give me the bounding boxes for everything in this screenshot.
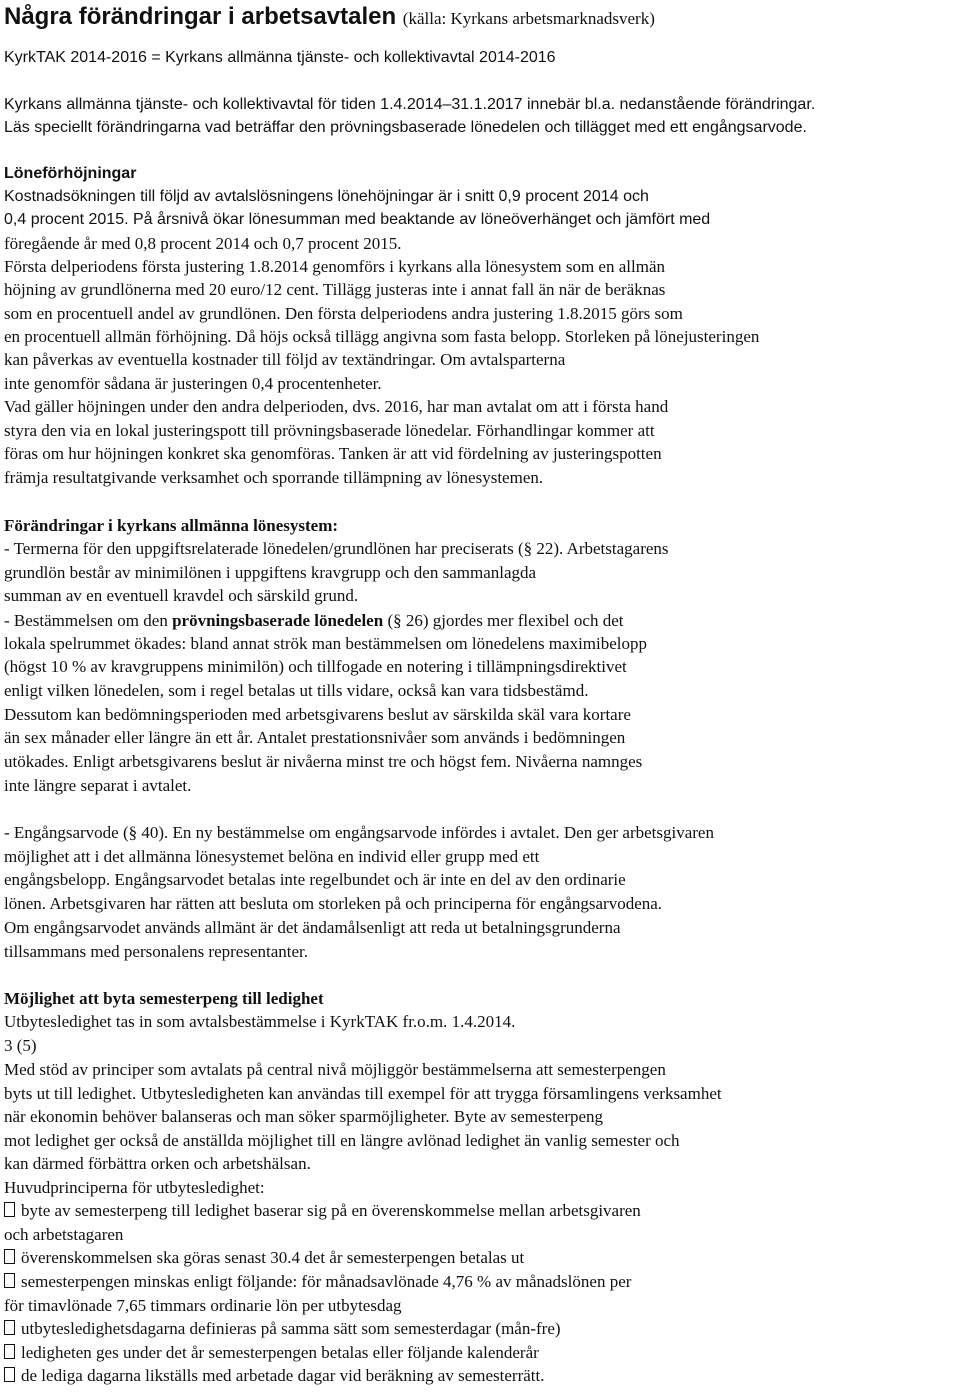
text-line xyxy=(4,1153,311,1175)
line-text: KyrkTAK 2014-2016 = Kyrkans allmänna tjänste- och kollektivavtal 2014-2016 xyxy=(4,49,556,66)
checkbox-bullet-icon xyxy=(4,1367,15,1382)
line-text: inte längre separat i avtalet. xyxy=(4,776,192,795)
line-text: utökades. Enligt arbetsgivarens beslut är nivåerna minst tre och högst fem. Nivåerna namnges xyxy=(4,752,643,771)
line-text: föras om hur höjningen konkret ska genomföras. Tanken är att vid fördelning av justeringspotten xyxy=(4,444,662,463)
line-text: ledigheten ges under det år semesterpengen betalas eller följande kalenderår xyxy=(21,1343,539,1362)
line-text: Utbytesledighet tas in som avtalsbestämmelse i KyrkTAK fr.o.m. 1.4.2014. xyxy=(4,1012,516,1031)
line-text: överenskommelsen ska göras senast 30.4 det år semesterpengen betalas ut xyxy=(21,1248,525,1267)
text-line xyxy=(4,1295,402,1317)
text-line xyxy=(4,1130,680,1152)
line-text: Huvudprinciperna för utbytesledighet: xyxy=(4,1178,265,1197)
line-text: tillsammans med personalens representanter. xyxy=(4,942,309,961)
line-text: Med stöd av principer som avtalats på central nivå möjliggör bestämmelserna att semesterpengen xyxy=(4,1060,666,1079)
line-text: som en procentuell andel av grundlönen. Den första delperiodens andra justering 1.8.2015 görs som xyxy=(4,304,683,323)
text-line xyxy=(4,941,308,963)
text-line xyxy=(4,585,358,607)
text-line xyxy=(4,1059,666,1081)
bullet-item xyxy=(4,1365,544,1387)
text-line xyxy=(4,704,631,726)
text-line xyxy=(4,869,626,891)
text-line xyxy=(4,1011,515,1033)
line-text: inte genomför sådana är justeringen 0,4 procentenheter. xyxy=(4,374,382,393)
checkbox-bullet-icon xyxy=(4,1273,15,1288)
line-text: Vad gäller höjningen under den andra delperioden, dvs. 2016, har man avtalat om att i första hand xyxy=(4,397,669,416)
text-line xyxy=(4,279,665,301)
line-text: lönen. Arbetsgivaren har rätten att besluta om storleken på och principerna för engångsarvodena. xyxy=(4,894,663,913)
text-line xyxy=(4,186,649,208)
line-text: för timavlönade 7,65 timmars ordinarie lön per utbytesdag xyxy=(4,1296,402,1315)
line-text: en procentuell allmän förhöjning. Då höjs också tillägg angivna som fasta belopp. Storleken på lönejusteringen xyxy=(4,327,760,346)
text-line xyxy=(4,917,621,939)
text-line xyxy=(4,633,647,655)
text-line xyxy=(4,680,588,702)
title-source: (källa: Kyrkans arbetsmarknadsverk) xyxy=(402,9,655,28)
line-text: främja resultatgivande verksamhet och sporrande tillämpning av lönesystemen. xyxy=(4,468,544,487)
line-text: när ekonomin behöver balanseras och man söker sparmöjligheter. Byte av semesterpeng xyxy=(4,1107,604,1126)
text-line xyxy=(4,467,543,489)
text-line xyxy=(4,1224,123,1246)
line-text: utbytesledighetsdagarna definieras på samma sätt som semesterdagar (mån-fre) xyxy=(21,1319,561,1338)
text-line xyxy=(4,443,662,465)
line-text: engångsbelopp. Engångsarvodet betalas inte regelbundet och är inte en del av den ordinarie xyxy=(4,870,626,889)
text-line xyxy=(4,326,759,348)
line-text: enligt vilken lönedelen, som i regel betalas ut tills vidare, också kan vara tidsbestämd. xyxy=(4,681,589,700)
line-text: möjlighet att i det allmänna lönesystemet belöna en individ eller grupp med ett xyxy=(4,847,540,866)
bullet-item xyxy=(4,1271,631,1293)
text-line xyxy=(4,209,710,231)
text-line xyxy=(4,349,565,371)
line-text: Kostnadsökningen till följd av avtalslösningens lönehöjningar är i snitt 0,9 procent 2014 och xyxy=(4,188,649,205)
bold-term: prövningsbaserade lönedelen xyxy=(172,611,384,630)
text-line xyxy=(4,893,662,915)
line-text: de lediga dagarna likställs med arbetade dagar vid beräkning av semesterrätt. xyxy=(21,1366,545,1385)
text-line xyxy=(4,846,539,868)
checkbox-bullet-icon xyxy=(4,1344,15,1359)
bullet-item xyxy=(4,1318,561,1340)
line-text: 3 (5) xyxy=(4,1036,37,1055)
text-line xyxy=(4,656,627,678)
line-text: byte av semesterpeng till ledighet baserar sig på en överenskommelse mellan arbetsgivaren xyxy=(21,1201,641,1220)
line-text: (högst 10 % av kravgruppens minimilön) och tillfogade en notering i tillämpningsdirektivet xyxy=(4,657,627,676)
text-line xyxy=(4,303,683,325)
text-line xyxy=(4,1083,722,1105)
text-line xyxy=(4,775,191,797)
text-line xyxy=(4,117,807,139)
text-line xyxy=(4,94,815,116)
text-line xyxy=(4,1177,265,1199)
section-heading xyxy=(4,163,136,185)
line-text: och arbetstagaren xyxy=(4,1225,124,1244)
title-text: Några förändringar i arbetsavtalen xyxy=(4,3,397,30)
line-text: (§ 26) gjordes mer flexibel och det xyxy=(383,611,624,630)
line-text: 0,4 procent 2015. På årsnivå ökar lönesumman med beaktande av löneöverhänget och jämfört med xyxy=(4,211,711,228)
text-line xyxy=(4,1106,603,1128)
text-line xyxy=(4,373,382,395)
line-text: kan påverkas av eventuella kostnader till följd av textändringar. Om avtalsparterna xyxy=(4,350,566,369)
text-line xyxy=(4,822,714,844)
text-line xyxy=(4,610,623,632)
bullet-item xyxy=(4,1200,641,1222)
line-text: föregående år med 0,8 procent 2014 och 0,7 procent 2015. xyxy=(4,234,402,253)
line-text: Möjlighet att byta semesterpeng till ledighet xyxy=(4,989,324,1008)
line-text: Dessutom kan bedömningsperioden med arbetsgivarens beslut av särskilda skäl vara kortare xyxy=(4,705,631,724)
text-line xyxy=(4,1035,37,1057)
line-text: Om engångsarvodet används allmänt är det ändamålsenligt att reda ut betalningsgrunderna xyxy=(4,918,621,937)
line-text: summan av en eventuell kravdel och särskild grund. xyxy=(4,586,359,605)
line-text: - Engångsarvode (§ 40). En ny bestämmelse om engångsarvode infördes i avtalet. Den ger arbetsgivaren xyxy=(4,823,714,842)
line-text: Förändringar i kyrkans allmänna lönesystem: xyxy=(4,516,339,535)
bullet-item xyxy=(4,1342,539,1364)
text-line xyxy=(4,751,642,773)
text-line xyxy=(4,538,669,560)
line-text: Löneförhöjningar xyxy=(4,165,137,182)
line-text: Första delperiodens första justering 1.8.2014 genomförs i kyrkans alla lönesystem som en allmän xyxy=(4,257,665,276)
line-text: mot ledighet ger också de anställda möjlighet till en längre avlönad ledighet än vanlig semester och xyxy=(4,1131,680,1150)
text-line xyxy=(4,562,536,584)
line-text: kan därmed förbättra orken och arbetshälsan. xyxy=(4,1154,311,1173)
text-line xyxy=(4,396,668,418)
line-text: - Termerna för den uppgiftsrelaterade lönedelen/grundlönen har preciserats (§ 22). Arbetstagarens xyxy=(4,539,669,558)
line-text: Läs speciellt förändringarna vad beträffar den prövningsbaserade lönedelen och tillägget med ett engångsarvode. xyxy=(4,119,807,136)
text-line xyxy=(4,727,625,749)
text-line xyxy=(4,256,665,278)
text-line xyxy=(4,47,556,69)
checkbox-bullet-icon xyxy=(4,1202,15,1217)
text-line xyxy=(4,420,655,442)
checkbox-bullet-icon xyxy=(4,1249,15,1264)
bullet-item xyxy=(4,1247,524,1269)
line-text: än sex månader eller längre än ett år. Antalet prestationsnivåer som används i bedömningen xyxy=(4,728,626,747)
checkbox-bullet-icon xyxy=(4,1320,15,1335)
line-text: styra den via en lokal justeringspott till prövningsbaserade lönedelar. Förhandlingar kommer att xyxy=(4,421,655,440)
line-text: - Bestämmelsen om den xyxy=(4,611,173,630)
line-text: grundlön består av minimilönen i uppgiftens kravgrupp och den sammanlagda xyxy=(4,563,537,582)
document-title xyxy=(4,2,655,34)
text-line xyxy=(4,233,401,255)
line-text: lokala spelrummet ökades: bland annat strök man bestämmelsen om lönedelens maximibelopp xyxy=(4,634,648,653)
section-heading xyxy=(4,988,324,1010)
section-heading xyxy=(4,515,338,537)
line-text: Kyrkans allmänna tjänste- och kollektivavtal för tiden 1.4.2014–31.1.2017 innebär bl.a. nedanstående förändringar. xyxy=(4,96,816,113)
line-text: höjning av grundlönerna med 20 euro/12 cent. Tillägg justeras inte i annat fall än när de beräknas xyxy=(4,280,666,299)
line-text: byts ut till ledighet. Utbytesledigheten kan användas till exempel för att trygga församlingens verksamhet xyxy=(4,1084,722,1103)
line-text: semesterpengen minskas enligt följande: för månadsavlönade 4,76 % av månadslönen per xyxy=(21,1272,632,1291)
